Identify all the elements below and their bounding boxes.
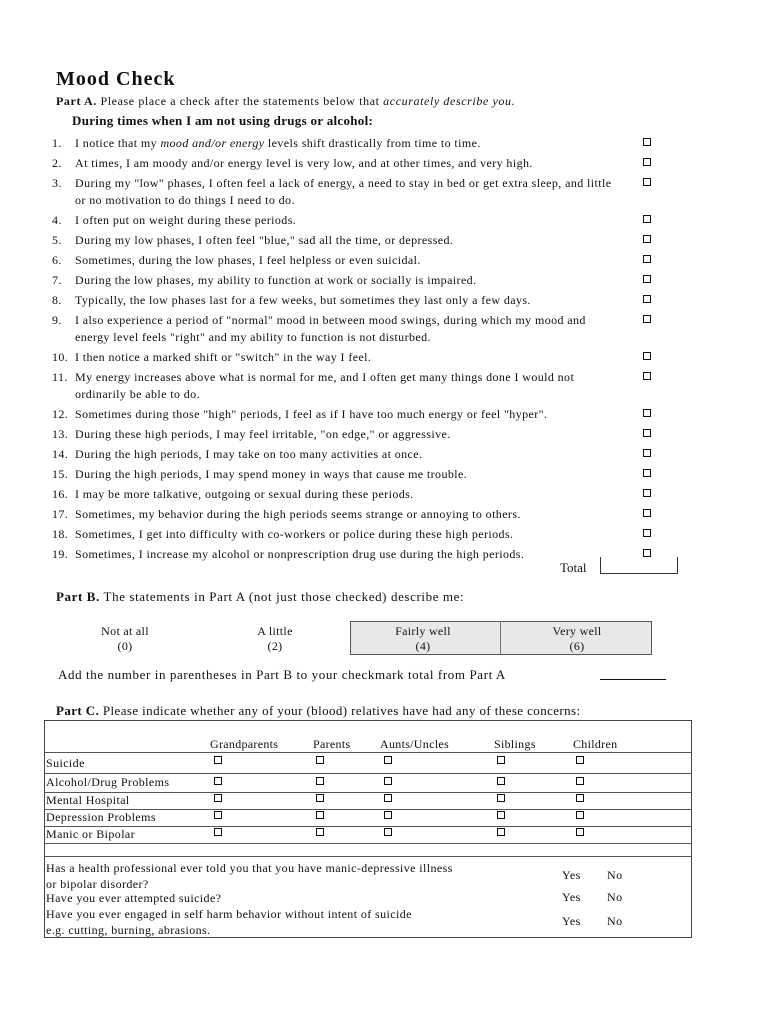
statement-text: Typically, the low phases last for a few weeks, but sometimes they last only a few days.	[75, 293, 531, 307]
part-a-label: Part A.	[56, 94, 97, 108]
statement-17	[52, 506, 712, 523]
row-label-mental-hospital: Mental Hospital	[46, 793, 130, 807]
statement-text: During the high periods, I may spend money in ways that cause me trouble.	[75, 467, 468, 481]
part-c-label: Part C.	[56, 703, 100, 718]
siblings-suicide-checkbox[interactable]	[497, 756, 505, 764]
statement-number: 4.	[52, 213, 62, 227]
statement-number: 19.	[52, 547, 69, 561]
table-divider	[44, 752, 692, 753]
statement-checkbox[interactable]	[643, 178, 651, 186]
statement-9	[52, 312, 712, 346]
row-label-alcohol-drug: Alcohol/Drug Problems	[46, 775, 170, 789]
statement-number: 8.	[52, 293, 62, 307]
aunts-uncles-depression-checkbox[interactable]	[384, 811, 392, 819]
statement-8	[52, 292, 712, 309]
statement-7	[52, 272, 712, 289]
question-suicide-attempt	[46, 890, 221, 906]
statement-checkbox[interactable]	[643, 409, 651, 417]
statement-number: 7.	[52, 273, 62, 287]
statement-text: I notice that my	[75, 136, 161, 150]
grandparents-suicide-checkbox[interactable]	[214, 756, 222, 764]
statement-number: 16.	[52, 487, 69, 501]
statement-checkbox[interactable]	[643, 509, 651, 517]
grandparents-bipolar-checkbox[interactable]	[214, 828, 222, 836]
statement-text: During these high periods, I may feel irritable, "on edge," or aggressive.	[75, 427, 451, 441]
statement-checkbox[interactable]	[643, 255, 651, 263]
statement-checkbox[interactable]	[643, 158, 651, 166]
statement-number: 1.	[52, 136, 62, 150]
statement-text: My energy increases above what is normal for me, and I often get many things done I would not ordinarily be able to do.	[75, 370, 575, 401]
statement-checkbox[interactable]	[643, 315, 651, 323]
scale-option-not-at-all[interactable]	[80, 624, 170, 654]
siblings-hospital-checkbox[interactable]	[497, 794, 505, 802]
statement-checkbox[interactable]	[643, 549, 651, 557]
scale-option-very-well[interactable]	[532, 624, 622, 654]
statement-text: I also experience a period of "normal" mood in between mood swings, during which my mood and energy level feels "right" and my ability to function is not disturbed.	[75, 313, 586, 344]
scale-option-value: (2)	[267, 639, 283, 653]
children-bipolar-checkbox[interactable]	[576, 828, 584, 836]
aunts-uncles-bipolar-checkbox[interactable]	[384, 828, 392, 836]
grand-total-field[interactable]	[600, 679, 666, 680]
statement-checkbox[interactable]	[643, 449, 651, 457]
statement-text: I may be more talkative, outgoing or sexual during these periods.	[75, 487, 414, 501]
grandparents-alcohol-checkbox[interactable]	[214, 777, 222, 785]
parents-bipolar-checkbox[interactable]	[316, 828, 324, 836]
statement-11	[52, 369, 712, 403]
part-b-label: Part B.	[56, 589, 100, 604]
statement-number: 6.	[52, 253, 62, 267]
parents-hospital-checkbox[interactable]	[316, 794, 324, 802]
part-a-instruction-text: Please place a check after the statements below that	[100, 94, 380, 108]
scale-option-label: Fairly well	[395, 624, 451, 638]
column-header-siblings: Siblings	[494, 737, 536, 751]
question-diagnosis	[46, 860, 453, 892]
parents-alcohol-checkbox[interactable]	[316, 777, 324, 785]
statement-6	[52, 252, 712, 269]
statement-checkbox[interactable]	[643, 235, 651, 243]
self-harm-yes-option[interactable]: Yes	[562, 914, 581, 928]
statement-number: 9.	[52, 313, 62, 327]
statement-emphasis: mood and/or energy	[160, 136, 265, 150]
statement-2	[52, 155, 712, 172]
statement-number: 5.	[52, 233, 62, 247]
statement-text: I often put on weight during these periods.	[75, 213, 297, 227]
column-header-aunts-uncles: Aunts/Uncles	[380, 737, 449, 751]
part-b-heading	[56, 589, 464, 605]
statement-18	[52, 526, 712, 543]
parents-depression-checkbox[interactable]	[316, 811, 324, 819]
statement-checkbox[interactable]	[643, 138, 651, 146]
statement-4	[52, 212, 712, 229]
suicide-attempt-yes-option[interactable]: Yes	[562, 890, 581, 904]
children-hospital-checkbox[interactable]	[576, 794, 584, 802]
question-text-cont: or bipolar disorder?	[46, 877, 149, 891]
statement-number: 15.	[52, 467, 69, 481]
table-divider	[44, 843, 692, 844]
children-suicide-checkbox[interactable]	[576, 756, 584, 764]
table-divider	[44, 773, 692, 774]
part-b-text: The statements in Part A (not just those checked) describe me:	[103, 589, 465, 604]
row-label-depression: Depression Problems	[46, 810, 156, 824]
part-a-instruction	[56, 94, 515, 109]
statement-checkbox[interactable]	[643, 529, 651, 537]
statement-13	[52, 426, 712, 443]
statement-text: Sometimes, I increase my alcohol or nonprescription drug use during the high periods.	[75, 547, 525, 561]
siblings-depression-checkbox[interactable]	[497, 811, 505, 819]
table-divider	[44, 792, 692, 793]
statement-text: During the low phases, my ability to function at work or socially is impaired.	[75, 273, 477, 287]
scale-option-label: Very well	[552, 624, 602, 638]
statement-checkbox[interactable]	[643, 372, 651, 380]
total-label: Total	[560, 560, 587, 575]
statement-text: Sometimes, my behavior during the high periods seems strange or annoying to others.	[75, 507, 521, 521]
statement-checkbox[interactable]	[643, 429, 651, 437]
scale-option-value: (0)	[117, 639, 133, 653]
part-c-heading	[56, 703, 581, 719]
statement-text: During my low phases, I often feel "blue," sad all the time, or depressed.	[75, 233, 454, 247]
column-header-children: Children	[573, 737, 618, 751]
statement-16	[52, 486, 712, 503]
statement-number: 17.	[52, 507, 69, 521]
grandparents-hospital-checkbox[interactable]	[214, 794, 222, 802]
statement-14	[52, 446, 712, 463]
column-header-parents: Parents	[313, 737, 351, 751]
self-harm-no-option[interactable]: No	[607, 914, 623, 928]
aunts-uncles-suicide-checkbox[interactable]	[384, 756, 392, 764]
statement-5	[52, 232, 712, 249]
parents-suicide-checkbox[interactable]	[316, 756, 324, 764]
statement-12	[52, 406, 712, 423]
statement-10	[52, 349, 712, 366]
part-a-subheading: During times when I am not using drugs or alcohol:	[72, 113, 374, 128]
scale-option-a-little[interactable]	[230, 624, 320, 654]
scale-divider	[500, 621, 501, 655]
statement-number: 10.	[52, 350, 69, 364]
siblings-bipolar-checkbox[interactable]	[497, 828, 505, 836]
siblings-alcohol-checkbox[interactable]	[497, 777, 505, 785]
question-text: Has a health professional ever told you that you have manic-depressive illness	[46, 861, 453, 875]
column-header-grandparents: Grandparents	[210, 737, 279, 751]
statement-number: 13.	[52, 427, 69, 441]
scale-option-label: Not at all	[101, 624, 149, 638]
statement-text: Sometimes, I get into difficulty with co-workers or police during these high periods.	[75, 527, 514, 541]
statement-number: 2.	[52, 156, 62, 170]
children-depression-checkbox[interactable]	[576, 811, 584, 819]
statement-checkbox[interactable]	[643, 215, 651, 223]
part-b-add-instruction: Add the number in parentheses in Part B to your checkmark total from Part A	[58, 667, 506, 682]
statement-checkbox[interactable]	[643, 352, 651, 360]
statement-checkbox[interactable]	[643, 469, 651, 477]
statement-checkbox[interactable]	[643, 275, 651, 283]
statement-number: 18.	[52, 527, 69, 541]
statement-text: Sometimes during those "high" periods, I feel as if I have too much energy or feel "hyper".	[75, 407, 548, 421]
statement-text: At times, I am moody and/or energy level is very low, and at other times, and very high.	[75, 156, 533, 170]
statement-text-end: levels shift drastically from time to time.	[264, 136, 481, 150]
aunts-uncles-hospital-checkbox[interactable]	[384, 794, 392, 802]
part-a-statement-list	[52, 135, 712, 566]
page-title: Mood Check	[56, 68, 176, 90]
statement-checkbox[interactable]	[643, 489, 651, 497]
aunts-uncles-alcohol-checkbox[interactable]	[384, 777, 392, 785]
statement-text: I then notice a marked shift or "switch" in the way I feel.	[75, 350, 372, 364]
statement-15	[52, 466, 712, 483]
statement-number: 3.	[52, 176, 62, 190]
statement-3	[52, 175, 712, 209]
statement-number: 12.	[52, 407, 69, 421]
question-self-harm	[46, 906, 412, 938]
statement-text: During the high periods, I may take on too many activities at once.	[75, 447, 423, 461]
statement-text: During my "low" phases, I often feel a lack of energy, a need to stay in bed or get extra sleep, and little or no motivation to do things I need to do.	[75, 176, 612, 207]
scale-option-label: A little	[257, 624, 293, 638]
scale-option-value: (4)	[415, 639, 431, 653]
statement-checkbox[interactable]	[643, 295, 651, 303]
statement-number: 11.	[52, 370, 68, 384]
question-text-cont: e.g. cutting, burning, abrasions.	[46, 923, 211, 937]
row-label-suicide: Suicide	[46, 756, 85, 770]
statement-text: Sometimes, during the low phases, I feel helpless or even suicidal.	[75, 253, 421, 267]
diagnosis-yes-option[interactable]: Yes	[562, 868, 581, 882]
question-text: Have you ever attempted suicide?	[46, 891, 222, 905]
statement-1	[52, 135, 712, 152]
children-alcohol-checkbox[interactable]	[576, 777, 584, 785]
diagnosis-no-option[interactable]: No	[607, 868, 623, 882]
row-label-manic-bipolar: Manic or Bipolar	[46, 827, 136, 841]
scale-option-value: (6)	[569, 639, 585, 653]
grandparents-depression-checkbox[interactable]	[214, 811, 222, 819]
total-field[interactable]	[600, 557, 678, 574]
scale-option-fairly-well[interactable]	[378, 624, 468, 654]
statement-number: 14.	[52, 447, 69, 461]
suicide-attempt-no-option[interactable]: No	[607, 890, 623, 904]
table-divider	[44, 856, 692, 857]
question-text: Have you ever engaged in self harm behavior without intent of suicide	[46, 907, 412, 921]
part-c-text: Please indicate whether any of your (blood) relatives have had any of these concerns:	[102, 703, 581, 718]
table-divider	[44, 826, 692, 827]
part-a-instruction-emphasis: accurately describe you.	[383, 94, 516, 108]
